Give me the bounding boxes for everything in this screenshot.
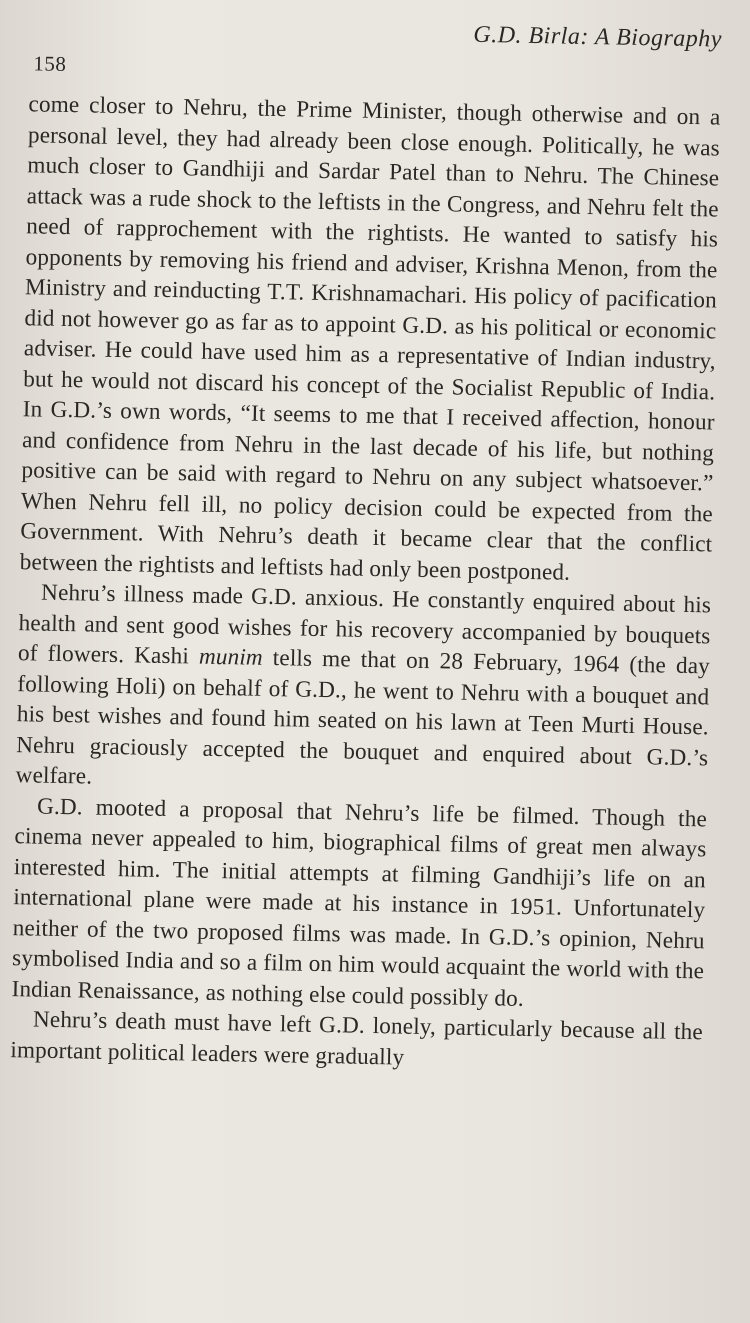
running-title: G.D. Birla: A Biography: [473, 21, 723, 53]
page-number: 158: [33, 51, 67, 76]
paragraph-2-text-b: tells me that on 28 February, 1964 (the day following Holi) on behalf of G.D., he went to Nehru with a bouquet and his best wishes and found him seated on his lawn at Teen Murti House. Nehru graciously accepted the bouquet and enquired about G.D.’s welfare.: [15, 644, 711, 790]
body-text: [10, 89, 721, 1078]
paragraph-2-term: munim: [198, 643, 264, 671]
paragraph-2: [15, 577, 711, 804]
paragraph-4: Nehru’s death must have left G.D. lonely, particularly because all the important political leaders were gradually: [10, 1006, 704, 1071]
paragraph-2-text-a: Nehru’s illness made G.D. anxious. He constantly enquired about his health and sent good wishes for his recovery accompanied by bouquets of flowers. Kashi: [17, 579, 712, 670]
paragraph-3: G.D. mooted a proposal that Nehru’s life be filmed. Though the cinema never appealed to him, biographical films of great men always interested him. The initial attempts at filming Gandhiji’s life on an international plane were made at his instance in 1951. Unfortunately neither of the two proposed films was made. In G.D.’s opinion, Nehru symbolised India and so a film on him would acquaint the world with the Indian Renaissance, as nothing else could possibly do.: [11, 793, 708, 1012]
paragraph-1: come closer to Nehru, the Prime Minister, though otherwise and on a personal level, they had already been close enough. Politically, he was much closer to Gandhiji and Sardar Patel than to Nehru. The Chinese attack was a rude shock to the leftists in the Congress, and Nehru felt the need of rapprochement with the rightists. He wanted to satisfy his opponents by removing his friend and adviser, Krishna Menon, from the Ministry and reinducting T.T. Krishnamachari. His policy of pacification did not however go as far as to appoint G.D. as his political or economic adviser. He could have used him as a representative of Indian industry, but he would not discard his concept of the Socialist Republic of India. In G.D.’s own words, “It seems to me that I received affection, honour and confidence from Nehru in the last decade of his life, but nothing positive can be said with regard to Nehru on any subject whatsoever.” When Nehru fell ill, no policy decision could be expected from the Government. With Nehru’s death it became clear that the conflict between the rightists and leftists had only been postponed.: [19, 91, 721, 586]
